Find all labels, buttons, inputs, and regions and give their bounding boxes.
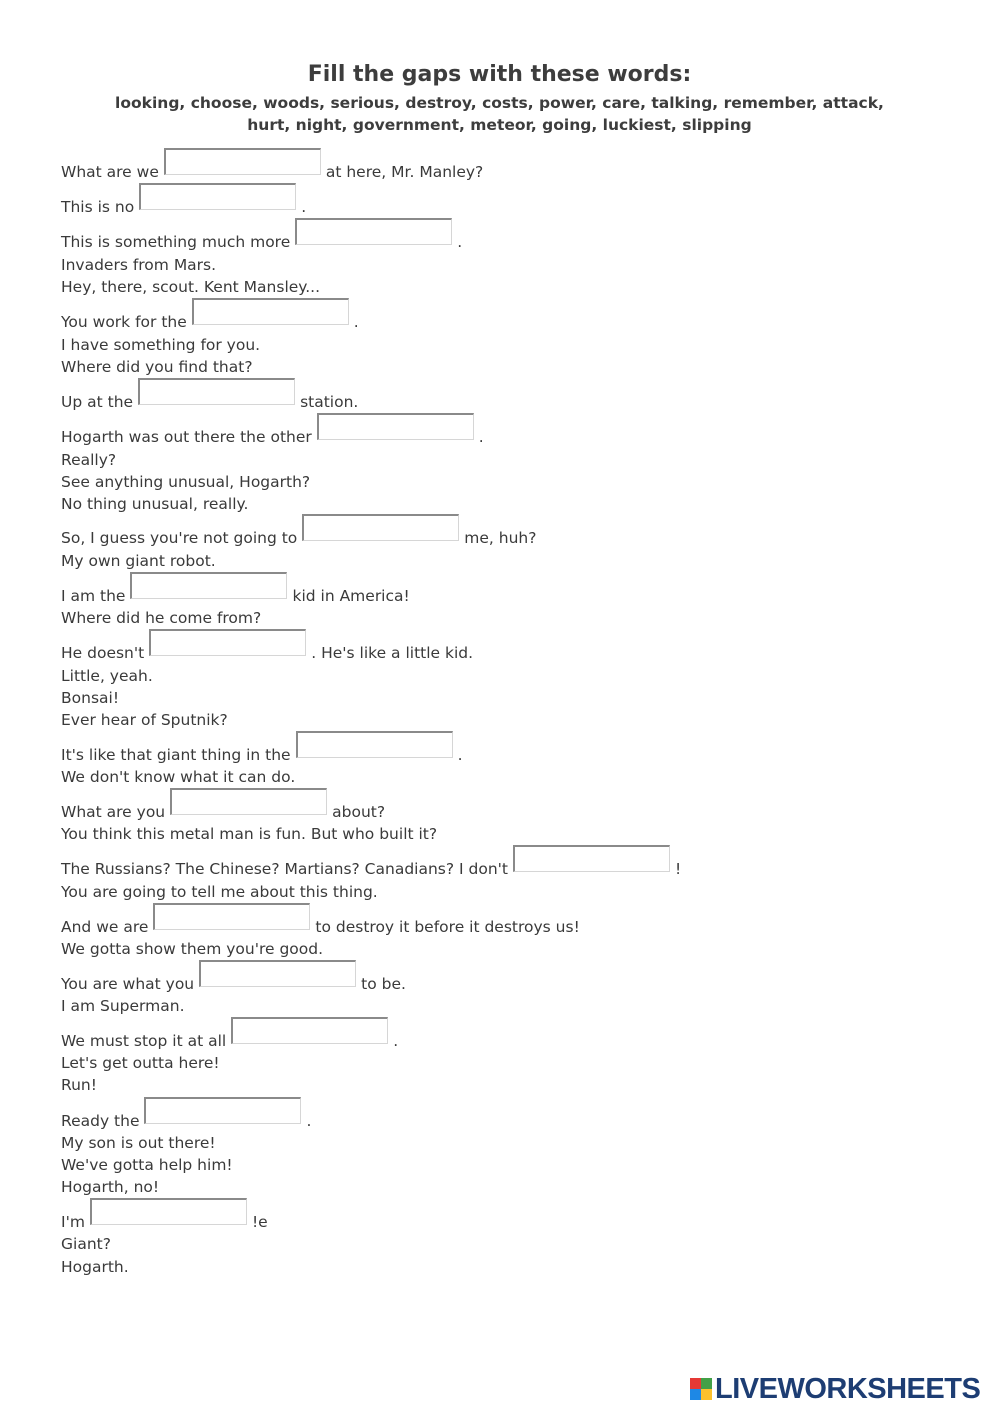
answer-input[interactable] <box>295 218 452 245</box>
line-text-after: !e <box>251 1213 268 1231</box>
text-line: I have something for you. <box>61 336 261 354</box>
text-line: Invaders from Mars. <box>61 256 217 274</box>
gap-line <box>61 196 306 218</box>
gap-wrapper <box>302 527 460 549</box>
gap-wrapper <box>149 642 307 664</box>
text-line: Hogarth. <box>61 1258 129 1276</box>
answer-input[interactable] <box>513 845 670 872</box>
line-text-after: ! <box>675 860 682 878</box>
line-text-after: . <box>301 198 307 216</box>
line-text-before: He doesn't <box>61 644 145 662</box>
line-text-after: me, huh? <box>464 529 537 547</box>
line-text-after: . <box>353 313 359 331</box>
gap-wrapper <box>192 311 350 333</box>
line-text-after: to be. <box>361 975 406 993</box>
line-text-after: . <box>306 1112 312 1130</box>
text-line: My own giant robot. <box>61 552 216 570</box>
line-text-before: I am the <box>61 587 126 605</box>
gap-line <box>61 973 406 995</box>
answer-input[interactable] <box>90 1198 247 1225</box>
text-line: Hey, there, scout. Kent Mansley... <box>61 278 321 296</box>
gap-line <box>61 527 536 549</box>
gap-line <box>61 744 463 766</box>
text-line: We don't know what it can do. <box>61 768 296 786</box>
line-text-before: Hogarth was out there the other <box>61 428 312 446</box>
text-line: Let's get outta here! <box>61 1054 220 1072</box>
text-line: See anything unusual, Hogarth? <box>61 473 311 491</box>
logo-icon-cell <box>690 1389 701 1400</box>
gap-wrapper <box>139 196 297 218</box>
line-text-after: kid in America! <box>292 587 410 605</box>
answer-input[interactable] <box>144 1097 301 1124</box>
line-text-before: What are you <box>61 803 166 821</box>
gap-wrapper <box>153 916 311 938</box>
liveworksheets-logo <box>690 1374 980 1404</box>
text-line: Hogarth, no! <box>61 1178 160 1196</box>
word-bank-line-1: looking, choose, woods, serious, destroy, costs, power, care, talking, remember, attack, <box>115 94 884 112</box>
gap-wrapper <box>317 426 475 448</box>
line-text-before: I'm <box>61 1213 85 1231</box>
gap-line <box>61 1211 268 1233</box>
gap-line <box>61 311 359 333</box>
line-text-before: What are we <box>61 163 159 181</box>
gap-line <box>61 642 473 664</box>
gap-line <box>61 426 484 448</box>
line-text-before: You work for the <box>61 313 187 331</box>
liveworksheets-logo-icon <box>690 1378 712 1400</box>
gap-wrapper <box>170 801 328 823</box>
gap-wrapper <box>199 973 357 995</box>
answer-input[interactable] <box>199 960 356 987</box>
text-line: We've gotta help him! <box>61 1156 233 1174</box>
line-text-before: Up at the <box>61 393 134 411</box>
answer-input[interactable] <box>153 903 310 930</box>
gap-wrapper <box>164 161 322 183</box>
text-line: You are going to tell me about this thing. <box>61 883 378 901</box>
gap-line <box>61 916 580 938</box>
word-bank <box>70 92 929 136</box>
line-text-after: at here, Mr. Manley? <box>325 163 484 181</box>
answer-input[interactable] <box>138 378 295 405</box>
text-line: Where did he come from? <box>61 609 262 627</box>
logo-icon-cell <box>701 1378 712 1389</box>
gap-line <box>61 858 681 880</box>
answer-input[interactable] <box>130 572 287 599</box>
text-line: Bonsai! <box>61 689 120 707</box>
gap-wrapper <box>130 585 288 607</box>
line-text-after: . <box>457 746 463 764</box>
answer-input[interactable] <box>231 1017 388 1044</box>
line-text-before: You are what you <box>61 975 195 993</box>
gap-wrapper <box>513 858 671 880</box>
line-text-before: The Russians? The Chinese? Martians? Canadians? I don't <box>61 860 508 878</box>
line-text-after: to destroy it before it destroys us! <box>315 918 580 936</box>
gap-line <box>61 801 385 823</box>
line-text-before: We must stop it at all <box>61 1032 227 1050</box>
answer-input[interactable] <box>149 629 306 656</box>
logo-text: LIVEWORKSHEETS <box>715 1372 981 1405</box>
answer-input[interactable] <box>170 788 327 815</box>
text-line: Run! <box>61 1076 97 1094</box>
answer-input[interactable] <box>317 413 474 440</box>
gap-line <box>61 585 410 607</box>
gap-wrapper <box>138 391 296 413</box>
gap-wrapper <box>231 1030 389 1052</box>
gap-wrapper <box>144 1110 302 1132</box>
line-text-before: So, I guess you're not going to <box>61 529 298 547</box>
line-text-before: This is no <box>61 198 135 216</box>
answer-input[interactable] <box>302 514 459 541</box>
logo-icon-cell <box>690 1378 701 1389</box>
logo-icon-cell <box>701 1389 712 1400</box>
gap-wrapper <box>295 231 453 253</box>
line-text-after: . He's like a little kid. <box>311 644 474 662</box>
line-text-before: This is something much more <box>61 233 291 251</box>
line-text-after: about? <box>332 803 386 821</box>
gap-line <box>61 161 483 183</box>
text-line: No thing unusual, really. <box>61 495 249 513</box>
line-text-after: . <box>457 233 463 251</box>
text-line: Really? <box>61 451 117 469</box>
gap-line <box>61 1110 311 1132</box>
text-line: You think this metal man is fun. But who built it? <box>61 825 438 843</box>
line-text-before: And we are <box>61 918 149 936</box>
line-text-before: Ready the <box>61 1112 140 1130</box>
gap-line <box>61 1030 398 1052</box>
gap-wrapper <box>90 1211 248 1233</box>
answer-input[interactable] <box>192 298 349 325</box>
answer-input[interactable] <box>164 148 321 175</box>
text-line: We gotta show them you're good. <box>61 940 324 958</box>
word-bank-line-2: hurt, night, government, meteor, going, luckiest, slipping <box>247 116 752 134</box>
line-text-after: station. <box>300 393 359 411</box>
text-line: Where did you find that? <box>61 358 253 376</box>
gap-wrapper <box>296 744 454 766</box>
text-line: Giant? <box>61 1235 111 1253</box>
gap-line <box>61 391 358 413</box>
line-text-after: . <box>393 1032 399 1050</box>
gap-line <box>61 231 462 253</box>
line-text-after: . <box>478 428 484 446</box>
answer-input[interactable] <box>139 183 296 210</box>
text-line: Ever hear of Sputnik? <box>61 711 228 729</box>
worksheet-title: Fill the gaps with these words: <box>307 62 692 87</box>
text-line: My son is out there! <box>61 1134 216 1152</box>
text-line: Little, yeah. <box>61 667 153 685</box>
text-line: I am Superman. <box>61 997 185 1015</box>
line-text-before: It's like that giant thing in the <box>61 746 291 764</box>
answer-input[interactable] <box>296 731 453 758</box>
